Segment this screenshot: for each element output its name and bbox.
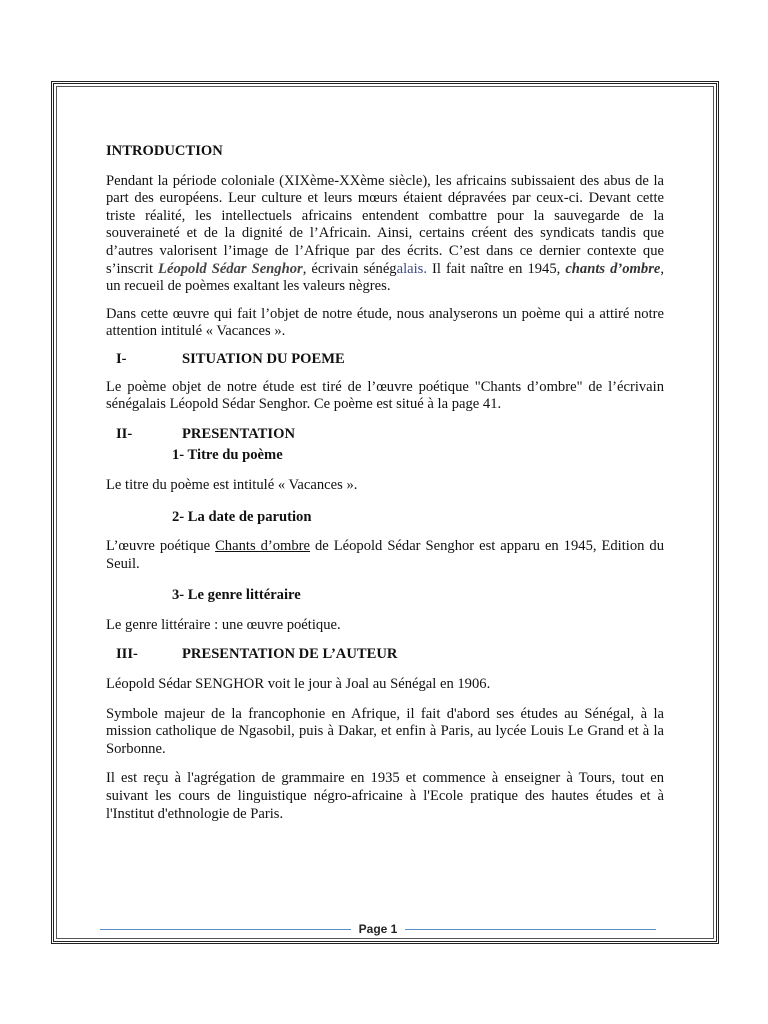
document-body	[106, 143, 664, 823]
footer-rule-right	[405, 929, 656, 930]
intro-heading: INTRODUCTION	[106, 143, 223, 159]
footer-rule-left	[100, 929, 351, 930]
author-paragraph-2: Symbole majeur de la francophonie en Afrique, il fait d'abord ses études au Sénégal, à la mission catholique de Ngasobil, puis à Dakar, et enfin à Paris, au lycée Louis Le Grand et à la Sorbonne.	[106, 705, 664, 757]
intro-text: Il fait naître en 1945,	[427, 260, 566, 277]
book-title-underlined: Chants d’ombre	[215, 538, 311, 555]
subheading-date: 2- La date de parution	[172, 508, 312, 525]
intro-text: , un recueil de poèmes exaltant les valeurs nègres.	[106, 260, 665, 295]
section-number: II-	[116, 425, 133, 442]
intro-paragraph-2: Dans cette œuvre qui fait l’objet de notre étude, nous analyserons un poème qui a attiré notre attention intitulé « Vacances ».	[106, 305, 664, 340]
date-text: L’œuvre poétique	[106, 538, 216, 555]
page-footer	[100, 922, 656, 936]
intro-text: , écrivain sénég	[302, 260, 397, 277]
title-paragraph: Le titre du poème est intitulé « Vacances ».	[106, 476, 358, 493]
genre-paragraph: Le genre littéraire : une œuvre poétique.	[106, 616, 341, 633]
situation-paragraph: Le poème objet de notre étude est tiré de l’œuvre poétique "Chants d’ombre" de l’écrivain sénégalais Léopold Sédar Senghor. Ce poème est situé à la page 41.	[106, 378, 664, 413]
subheading-genre: 3- Le genre littéraire	[172, 587, 301, 604]
section-number: III-	[116, 646, 138, 663]
section-number: I-	[116, 350, 127, 367]
section-heading-presentation	[106, 426, 664, 444]
intro-paragraph-1	[106, 173, 664, 296]
section-heading-situation	[106, 351, 664, 369]
section-title: PRESENTATION	[182, 425, 295, 442]
author-name: Léopold Sédar Senghor	[158, 260, 303, 277]
date-paragraph	[106, 538, 664, 573]
date-text: de Léopold Sédar Senghor est apparu en 1945, Edition du Seuil.	[106, 538, 664, 572]
intro-text-highlight: alais.	[396, 260, 428, 277]
subheading-title: 1- Titre du poème	[172, 447, 283, 464]
author-paragraph-1: Léopold Sédar SENGHOR voit le jour à Joal au Sénégal en 1906.	[106, 676, 491, 693]
page-number: Page 1	[358, 922, 398, 936]
author-paragraph-3: Il est reçu à l'agrégation de grammaire en 1935 et commence à enseigner à Tours, tout en suivant les cours de linguistique négro-africaine à l'Ecole pratique des hautes études et à l'Institut d'ethnologie de Paris.	[106, 770, 664, 822]
section-title: PRESENTATION DE L’AUTEUR	[182, 646, 398, 663]
section-heading-author	[106, 646, 664, 664]
section-title: SITUATION DU POEME	[182, 350, 345, 367]
book-title: chants d’ombre	[565, 260, 661, 277]
intro-text: Pendant la période coloniale (XIXème-XXème siècle), les africains subissaient des abus de la part des européens. Leur culture et leurs mœurs étaient dépravées par ceux-ci. Devant cette triste réalité, les intellectuels africains entendent combattre pour la sauvegarde de la souveraineté et de la dignité de l’Africain. Ainsi, certains créent des syndicats tandis que d’autres valorisent l’image de l’Afrique par des écrits. C’est dans ce dernier contexte que s’inscrit	[106, 172, 664, 277]
